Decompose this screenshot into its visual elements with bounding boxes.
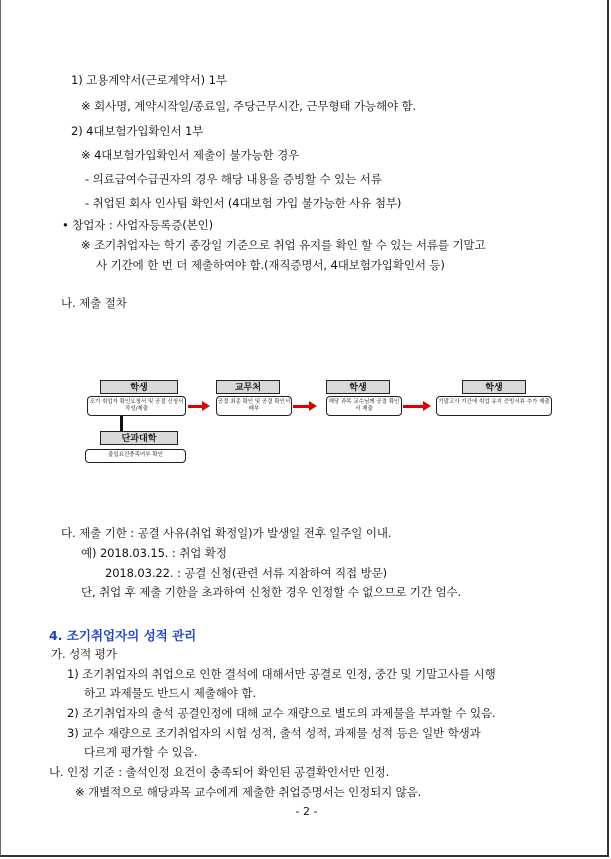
note-individual-certificate: ※ 개별적으로 해당과목 교수에게 제출한 취업증명서는 인정되지 않음. — [75, 785, 422, 799]
grade-rule-2: 2) 조기취업자의 출석 공결인정에 대해 교수 재량으로 별도의 과제물을 부과할 수 있음. — [67, 706, 496, 720]
flow-step3-body: 해당 과목 교수님께 공결 확인서 제출 — [326, 396, 402, 416]
note-end-of-term-proof: ※ 조기취업자는 학기 종강일 기준으로 취업 유지를 확인 할 수 있는 서류를 기말고 — [81, 238, 486, 252]
flow-arrow-3 — [403, 405, 425, 408]
subitem-hr-confirmation: - 취업된 회사 인사팀 확인서 (4대보험 가입 불가능한 사유 첨부) — [85, 196, 402, 210]
subsection-recognition-criteria: 나. 인정 기준 : 출석인정 요건이 충족되어 확인된 공결확인서만 인정. — [49, 765, 390, 779]
flow-sub-body: 출입요건충족여부 확인 — [85, 449, 186, 463]
item-insurance-certificate: 2) 4대보험가입확인서 1부 — [71, 124, 204, 138]
section-heading-grade-management: 4. 조기취업자의 성적 관리 — [49, 628, 197, 643]
note-contract-requirements: ※ 회사명, 계약시작일/종료일, 주당근무시간, 근무형태 가능해야 함. — [81, 99, 417, 113]
flow-step4-head: 학생 — [462, 380, 526, 394]
subsection-grade-evaluation: 가. 성적 평가 — [51, 647, 117, 661]
note-deadline-strict: 단, 취업 후 제출 기한을 초과하여 신청한 경우 인정할 수 없으므로 기간 엄수. — [81, 585, 462, 599]
flow-step2-head: 교무처 — [216, 380, 280, 394]
grade-rule-1-cont: 하고 과제물도 반드시 제출해야 함. — [84, 686, 256, 700]
page-number: - 2 - — [295, 805, 318, 818]
grade-rule-3-cont: 다르게 평가할 수 있음. — [84, 745, 198, 759]
note-insurance-unavailable: ※ 4대보험가입확인서 제출이 불가능한 경우 — [81, 148, 300, 162]
item-employment-contract: 1) 고용계약서(근로계약서) 1부 — [71, 73, 227, 87]
note-end-of-term-proof-cont: 사 기간에 한 번 더 제출하여야 함.(재직증명서, 4대보험가입확인서 등) — [96, 258, 445, 272]
flow-sub-head: 단과대학 — [100, 431, 178, 445]
flow-step1-head: 학생 — [100, 380, 178, 394]
example-application-date: 2018.03.22. : 공결 신청(관련 서류 지참하여 직접 방문) — [105, 566, 387, 580]
flow-arrow-2 — [293, 405, 311, 408]
subitem-medical-aid: - 의료급여수급권자의 경우 해당 내용을 증빙할 수 있는 서류 — [85, 172, 382, 186]
item-founder: • 창업자 : 사업자등록증(본인) — [62, 218, 213, 232]
grade-rule-1: 1) 조기취업자의 취업으로 인한 결석에 대해서만 공결로 인정, 중간 및 기말고사를 시행 — [67, 667, 496, 681]
section-submission-deadline: 다. 제출 기한 : 공결 사유(취업 확정일)가 발생일 전후 일주일 이내. — [61, 526, 392, 540]
example-employment-date: 예) 2018.03.15. : 취업 확정 — [81, 546, 227, 560]
section-submission-procedure: 나. 제출 절차 — [61, 296, 127, 310]
grade-rule-3: 3) 교수 재량으로 조기취업자의 시험 성적, 출석 성적, 과제물 성적 등은 일반 학생과 — [67, 726, 481, 740]
flow-arrow-1 — [188, 405, 204, 408]
flow-step2-body: 공결 최종 확인 및 공결 확인서 배부 — [216, 396, 292, 416]
flow-step4-body: 기말고사 기간에 취업 유지 증빙서류 추가 제출 — [436, 396, 552, 416]
flow-step3-head: 학생 — [326, 380, 390, 394]
flow-step1-body: 조기 취업자 확인요청서 및 공결 신청서 작성/제출 — [87, 396, 186, 416]
